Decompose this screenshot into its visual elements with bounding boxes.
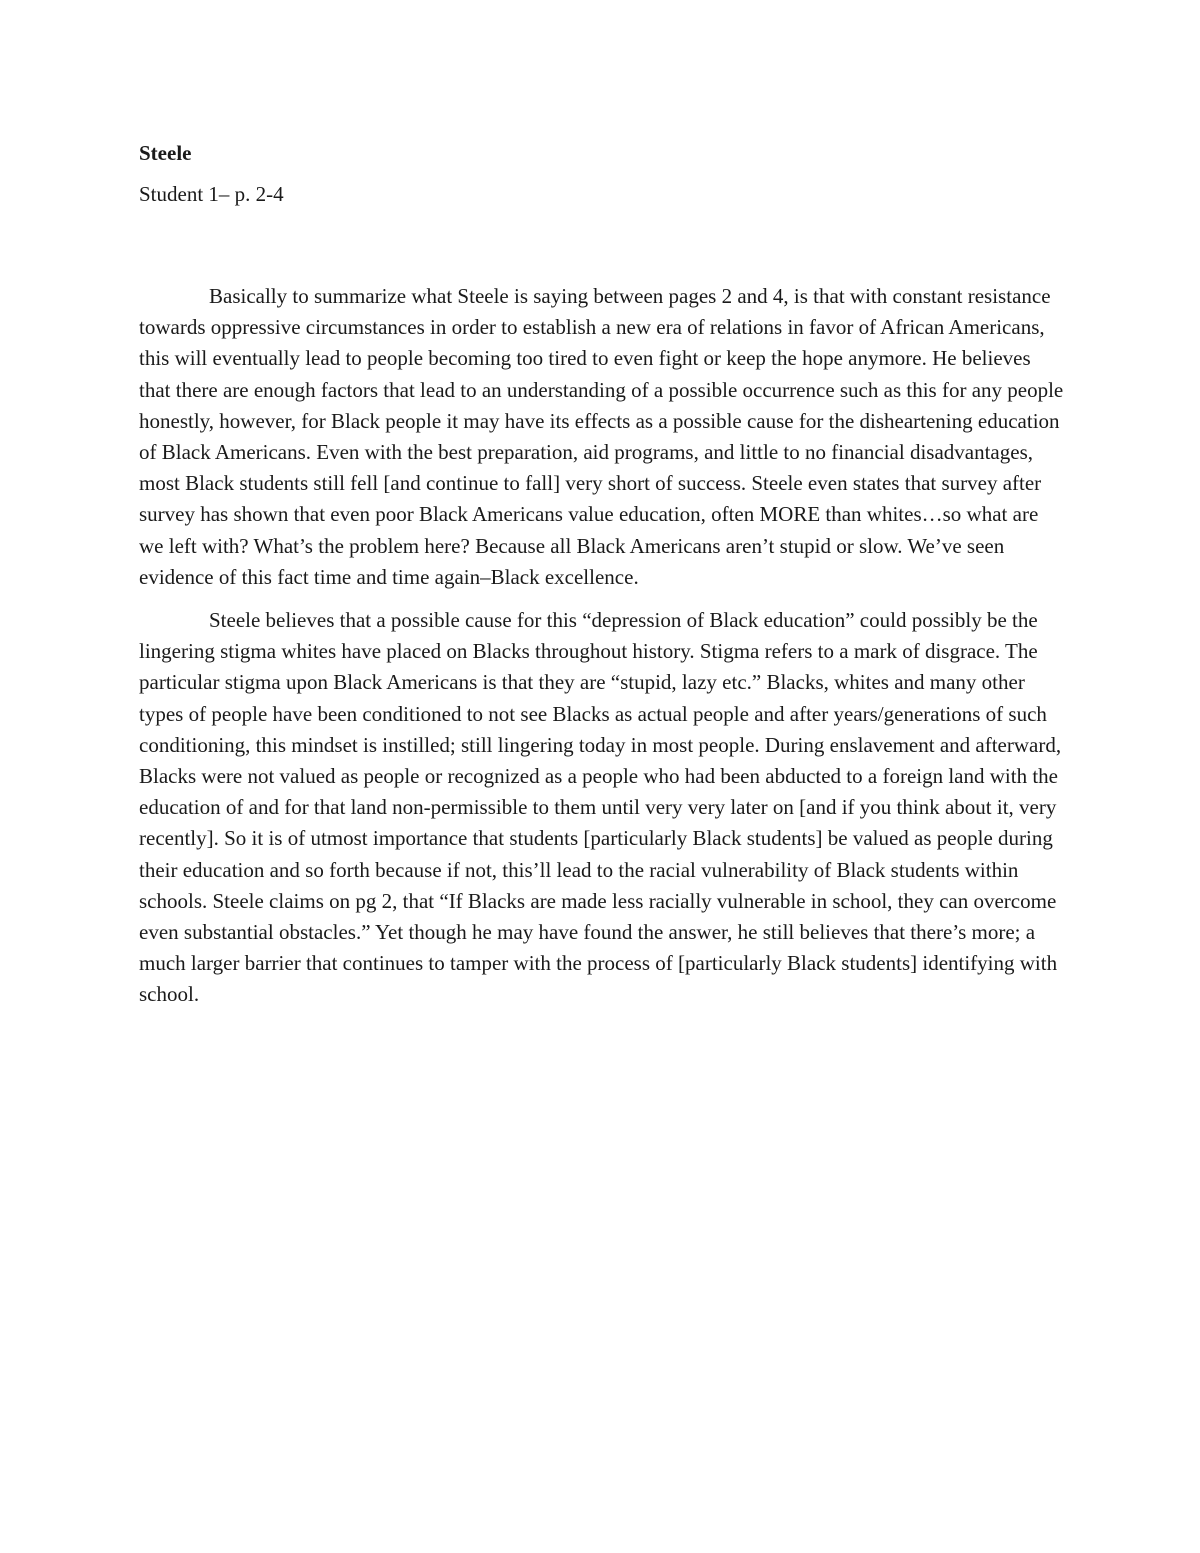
- paragraph-1: Basically to summarize what Steele is saying between pages 2 and 4, is that with constant resistance towards oppressive circumstances in order to establish a new era of relations in favor of African Americans, this will eventually lead to people becoming too tired to even fight or keep the hope anymore. He believes that there are enough factors that lead to an understanding of a possible occurrence such as this for any people honestly, however, for Black people it may have its effects as a possible cause for the disheartening education of Black Americans. Even with the best preparation, aid programs, and little to no financial disadvantages, most Black students still fell [and continue to fall] very short of success. Steele even states that survey after survey has shown that even poor Black Americans value education, often MORE than whites…so what are we left with? What’s the problem here? Because all Black Americans aren’t stupid or slow. We’ve seen evidence of this fact time and time again–Black excellence.: [139, 284, 1064, 589]
- document-title: Steele: [139, 141, 192, 165]
- paragraph-2: Steele believes that a possible cause for this “depression of Black education” could possibly be the lingering stigma whites have placed on Blacks throughout history. Stigma refers to a mark of disgrace. The particular stigma upon Black Americans is that they are “stupid, lazy etc.” Blacks, whites and many other types of people have been conditioned to not see Blacks as actual people and after years/generations of such conditioning, this mindset is instilled; still lingering today in most people. During enslavement and afterward, Blacks were not valued as people or recognized as a people who had been abducted to a foreign land with the education of and for that land non-permissible to them until very very later on [and if you think about it, very recently]. So it is of utmost importance that students [particularly Black students] be valued as people during their education and so forth because if not, this’ll lead to the racial vulnerability of Black students within schools. Steele claims on pg 2, that “If Blacks are made less racially vulnerable in school, they can overcome even substantial obstacles.” Yet though he may have found the answer, he still believes that there’s more; a much larger barrier that continues to tamper with the process of [particularly Black students] identifying with school.: [139, 608, 1062, 1007]
- document-subtitle: Student 1– p. 2-4: [139, 182, 284, 206]
- document-body: [139, 138, 1064, 1023]
